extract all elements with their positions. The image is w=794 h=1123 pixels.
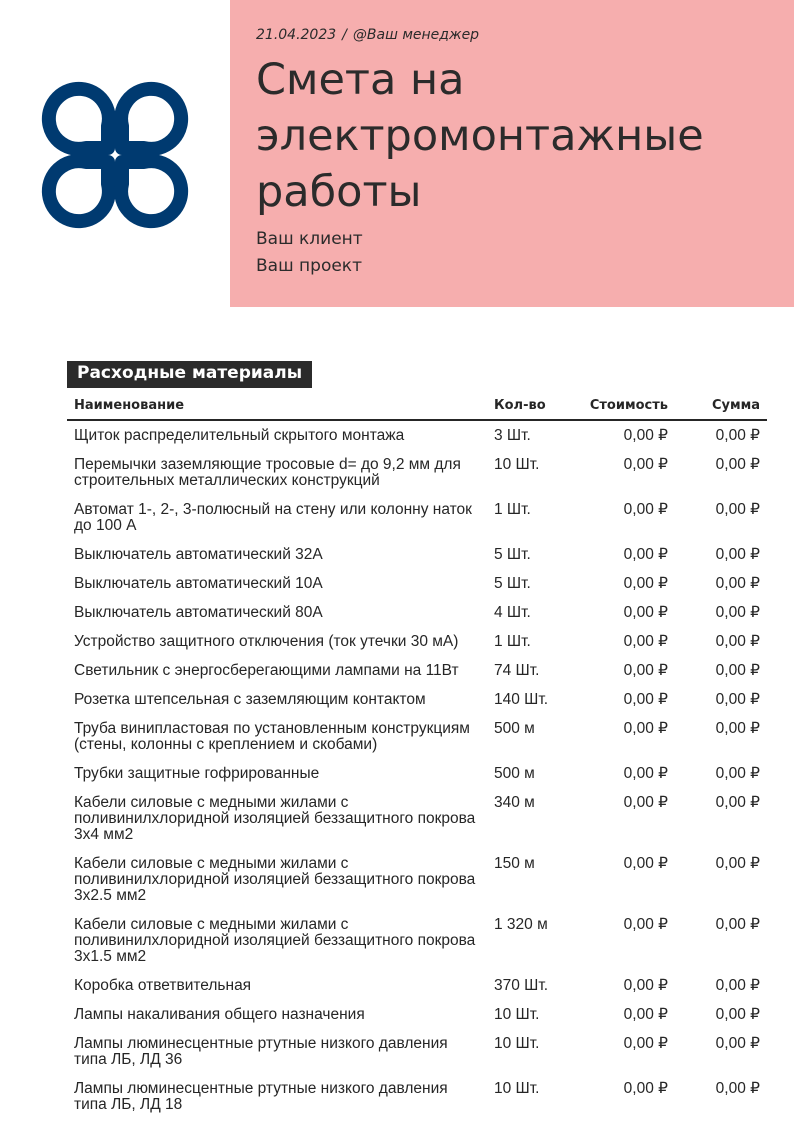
table-row — [67, 496, 767, 541]
cell-name: Выключатель автоматический 10А — [74, 575, 323, 592]
table-row — [67, 451, 767, 496]
project-name: Ваш проект — [256, 256, 362, 276]
cell-sum: 0,00 ₽ — [715, 794, 760, 811]
table-row — [67, 541, 767, 570]
table-row — [67, 789, 767, 850]
cell-name: Выключатель автоматический 32А — [74, 546, 323, 563]
table-row — [67, 760, 767, 789]
cell-name: Лампы люминесцентные ртутные низкого давления типа ЛБ, ЛД 36 — [74, 1035, 448, 1068]
cell-cost: 0,00 ₽ — [623, 604, 668, 621]
cell-name: Лампы люминесцентные ртутные низкого давления типа ЛБ, ЛД 18 — [74, 1080, 448, 1113]
cell-qty: 4 Шт. — [494, 604, 531, 621]
cell-sum: 0,00 ₽ — [715, 1006, 760, 1023]
cell-sum: 0,00 ₽ — [715, 546, 760, 563]
cell-sum: 0,00 ₽ — [715, 977, 760, 994]
cell-cost: 0,00 ₽ — [623, 633, 668, 650]
cell-cost: 0,00 ₽ — [623, 765, 668, 782]
cell-name: Светильник с энергосберегающими лампами на 11Вт — [74, 662, 459, 679]
cell-name: Коробка ответвительная — [74, 977, 252, 994]
cell-cost: 0,00 ₽ — [623, 691, 668, 708]
cell-sum: 0,00 ₽ — [715, 765, 760, 782]
cell-cost: 0,00 ₽ — [623, 1080, 668, 1097]
cell-sum: 0,00 ₽ — [715, 662, 760, 679]
cell-qty: 340 м — [494, 794, 535, 811]
cell-name: Розетка штепсельная с заземляющим контактом — [74, 691, 426, 708]
page-title: Смета на электромонтажные работы — [256, 55, 704, 217]
cell-sum: 0,00 ₽ — [715, 604, 760, 621]
table-row — [67, 850, 767, 911]
cell-sum: 0,00 ₽ — [715, 501, 760, 518]
cell-cost: 0,00 ₽ — [623, 794, 668, 811]
header-panel — [230, 0, 794, 307]
table-row — [67, 1075, 767, 1120]
cell-name: Лампы накаливания общего назначения — [74, 1006, 365, 1023]
table-row — [67, 628, 767, 657]
table-header-row — [67, 392, 767, 420]
cell-qty: 10 Шт. — [494, 1035, 540, 1052]
cell-qty: 140 Шт. — [494, 691, 549, 708]
cell-sum: 0,00 ₽ — [715, 691, 760, 708]
cell-qty: 5 Шт. — [494, 546, 531, 563]
cell-name: Кабели силовые с медными жилами с поливинилхлоридной изоляцией беззащитного покрова 3х1.5 мм2 — [74, 916, 476, 965]
cell-sum: 0,00 ₽ — [715, 456, 760, 473]
cell-cost: 0,00 ₽ — [623, 501, 668, 518]
cell-sum: 0,00 ₽ — [715, 575, 760, 592]
table-body — [67, 420, 767, 1120]
table-row — [67, 570, 767, 599]
table-row — [67, 972, 767, 1001]
cell-cost: 0,00 ₽ — [623, 855, 668, 872]
cell-cost: 0,00 ₽ — [623, 546, 668, 563]
cell-qty: 500 м — [494, 720, 535, 737]
cell-cost: 0,00 ₽ — [623, 916, 668, 933]
column-header-qty: Кол-во — [487, 392, 567, 420]
cell-cost: 0,00 ₽ — [623, 427, 668, 444]
table-row — [67, 1030, 767, 1075]
cell-name: Кабели силовые с медными жилами с поливинилхлоридной изоляцией беззащитного покрова 3х2.5 мм2 — [74, 855, 476, 904]
table-row — [67, 1001, 767, 1030]
cell-name: Устройство защитного отключения (ток утечки 30 мА) — [74, 633, 459, 650]
cell-cost: 0,00 ₽ — [623, 720, 668, 737]
cell-sum: 0,00 ₽ — [715, 1080, 760, 1097]
cell-cost: 0,00 ₽ — [623, 662, 668, 679]
cell-qty: 10 Шт. — [494, 1080, 540, 1097]
table-row — [67, 686, 767, 715]
cell-qty: 500 м — [494, 765, 535, 782]
table-row — [67, 599, 767, 628]
cell-qty: 1 Шт. — [494, 633, 531, 650]
cell-name: Автомат 1-, 2-, 3-полюсный на стену или колонну наток до 100 А — [74, 501, 472, 534]
cell-sum: 0,00 ₽ — [715, 633, 760, 650]
cell-qty: 1 320 м — [494, 916, 548, 933]
cell-cost: 0,00 ₽ — [623, 977, 668, 994]
cell-name: Труба винипластовая по установленным конструкциям (стены, колонны с креплением и скобами) — [74, 720, 470, 753]
manager-name: @Ваш менеджер — [352, 27, 480, 43]
header-meta — [256, 27, 479, 43]
cell-cost: 0,00 ₽ — [623, 1035, 668, 1052]
cell-cost: 0,00 ₽ — [623, 1006, 668, 1023]
cell-sum: 0,00 ₽ — [715, 1035, 760, 1052]
cell-sum: 0,00 ₽ — [715, 855, 760, 872]
cell-qty: 370 Шт. — [494, 977, 549, 994]
table-row — [67, 420, 767, 451]
client-name: Ваш клиент — [256, 229, 363, 249]
quatrefoil-logo-icon — [40, 80, 190, 230]
cell-qty: 10 Шт. — [494, 456, 540, 473]
cell-name: Кабели силовые с медными жилами с поливинилхлоридной изоляцией беззащитного покрова 3х4 мм2 — [74, 794, 476, 843]
cell-name: Щиток распределительный скрытого монтажа — [74, 427, 405, 444]
cell-sum: 0,00 ₽ — [715, 427, 760, 444]
table-row — [67, 715, 767, 760]
column-header-cost: Стоимость — [567, 392, 675, 420]
materials-table — [67, 392, 767, 1120]
table-row — [67, 911, 767, 972]
column-header-name: Наименование — [67, 392, 487, 420]
estimate-date: 21.04.2023 — [256, 27, 337, 43]
cell-sum: 0,00 ₽ — [715, 720, 760, 737]
cell-qty: 5 Шт. — [494, 575, 531, 592]
cell-sum: 0,00 ₽ — [715, 916, 760, 933]
cell-name: Выключатель автоматический 80А — [74, 604, 323, 621]
meta-separator: / — [342, 27, 347, 43]
cell-qty: 1 Шт. — [494, 501, 531, 518]
section-label-materials: Расходные материалы — [67, 361, 312, 388]
cell-qty: 150 м — [494, 855, 535, 872]
cell-qty: 74 Шт. — [494, 662, 540, 679]
column-header-sum: Сумма — [675, 392, 767, 420]
cell-name: Трубки защитные гофрированные — [74, 765, 320, 782]
cell-qty: 10 Шт. — [494, 1006, 540, 1023]
cell-cost: 0,00 ₽ — [623, 456, 668, 473]
cell-name: Перемычки заземляющие тросовые d= до 9,2 мм для строительных металлических конструкций — [74, 456, 461, 489]
cell-cost: 0,00 ₽ — [623, 575, 668, 592]
table-row — [67, 657, 767, 686]
cell-qty: 3 Шт. — [494, 427, 531, 444]
